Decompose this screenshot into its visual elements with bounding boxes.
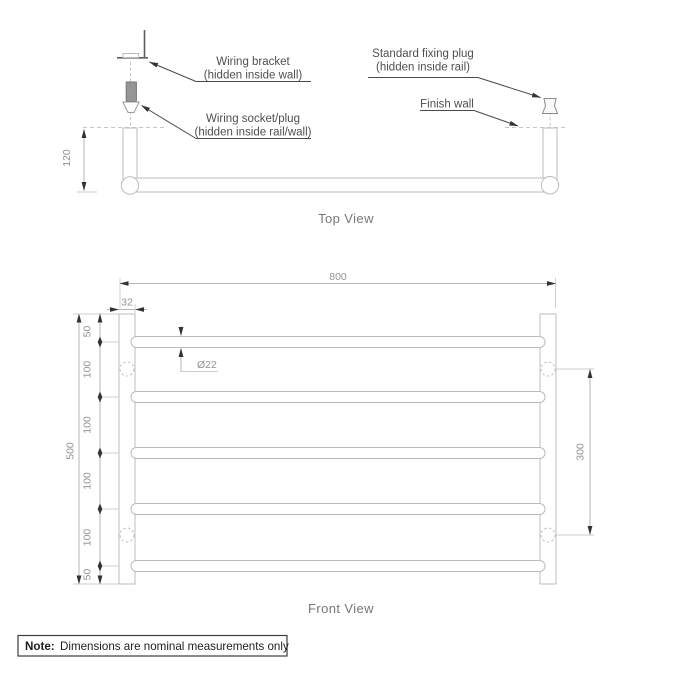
dim-chain-5: 50: [81, 568, 94, 581]
rail-4: [131, 504, 545, 515]
top-view-rail-bar: [130, 178, 550, 192]
dim-chain-0: 50: [81, 325, 94, 338]
label-wiring-socket-line1: Wiring socket/plug: [206, 113, 300, 125]
top-view-left-post: [123, 128, 137, 182]
label-wiring-socket: [142, 106, 312, 139]
front-view-title: Front View: [308, 601, 374, 616]
rail-5: [131, 561, 545, 572]
dim-label-32: 32: [121, 296, 133, 309]
wiring-bracket-figure: [117, 30, 148, 58]
top-view-title: Top View: [318, 211, 374, 226]
label-wiring-bracket-line1: Wiring bracket: [216, 56, 290, 68]
label-fixing-plug: [368, 48, 541, 98]
dim-label-120: 120: [61, 149, 73, 167]
rail-1: [131, 337, 545, 348]
label-fixing-plug-line1: Standard fixing plug: [372, 48, 474, 60]
dimension-500: [65, 314, 80, 584]
top-view-right-post: [543, 128, 557, 182]
dimension-rail-diameter: [181, 327, 218, 373]
rail-3: [131, 448, 545, 459]
dim-label-500: 500: [64, 442, 77, 460]
dim-chain-1: 100: [81, 360, 94, 379]
dim-chain-2: 100: [81, 416, 94, 434]
dimension-chain: [73, 314, 119, 584]
top-view-left-elbow: [121, 177, 138, 194]
label-finish-wall: [420, 99, 518, 127]
front-view: [65, 271, 595, 616]
note-text: Dimensions are nominal measurements only: [60, 640, 289, 653]
dim-label-diameter: Ø22: [197, 359, 217, 371]
rail-2: [131, 392, 545, 403]
dimension-32: [107, 297, 147, 314]
top-view: [61, 30, 568, 226]
label-finish-wall-text: Finish wall: [420, 98, 474, 111]
label-wiring-bracket: [150, 56, 312, 82]
dim-chain-3: 100: [81, 472, 94, 490]
dim-label-300: 300: [574, 443, 587, 461]
label-wiring-socket-line2: (hidden inside rail/wall): [194, 126, 312, 139]
dimension-800: [120, 271, 556, 308]
dim-chain-4: 100: [81, 528, 94, 547]
label-wiring-bracket-line2: (hidden inside wall): [203, 69, 303, 82]
label-fixing-plug-line2: (hidden inside rail): [376, 61, 470, 74]
note-box: [18, 636, 289, 657]
note-prefix: Note:: [25, 640, 55, 653]
dimension-300: [556, 369, 594, 535]
wiring-plug-figure: [123, 82, 139, 113]
dim-label-800: 800: [329, 271, 347, 283]
dimension-120: [61, 130, 97, 193]
top-view-right-elbow: [541, 177, 558, 194]
fixing-plug-figure: [543, 99, 558, 114]
